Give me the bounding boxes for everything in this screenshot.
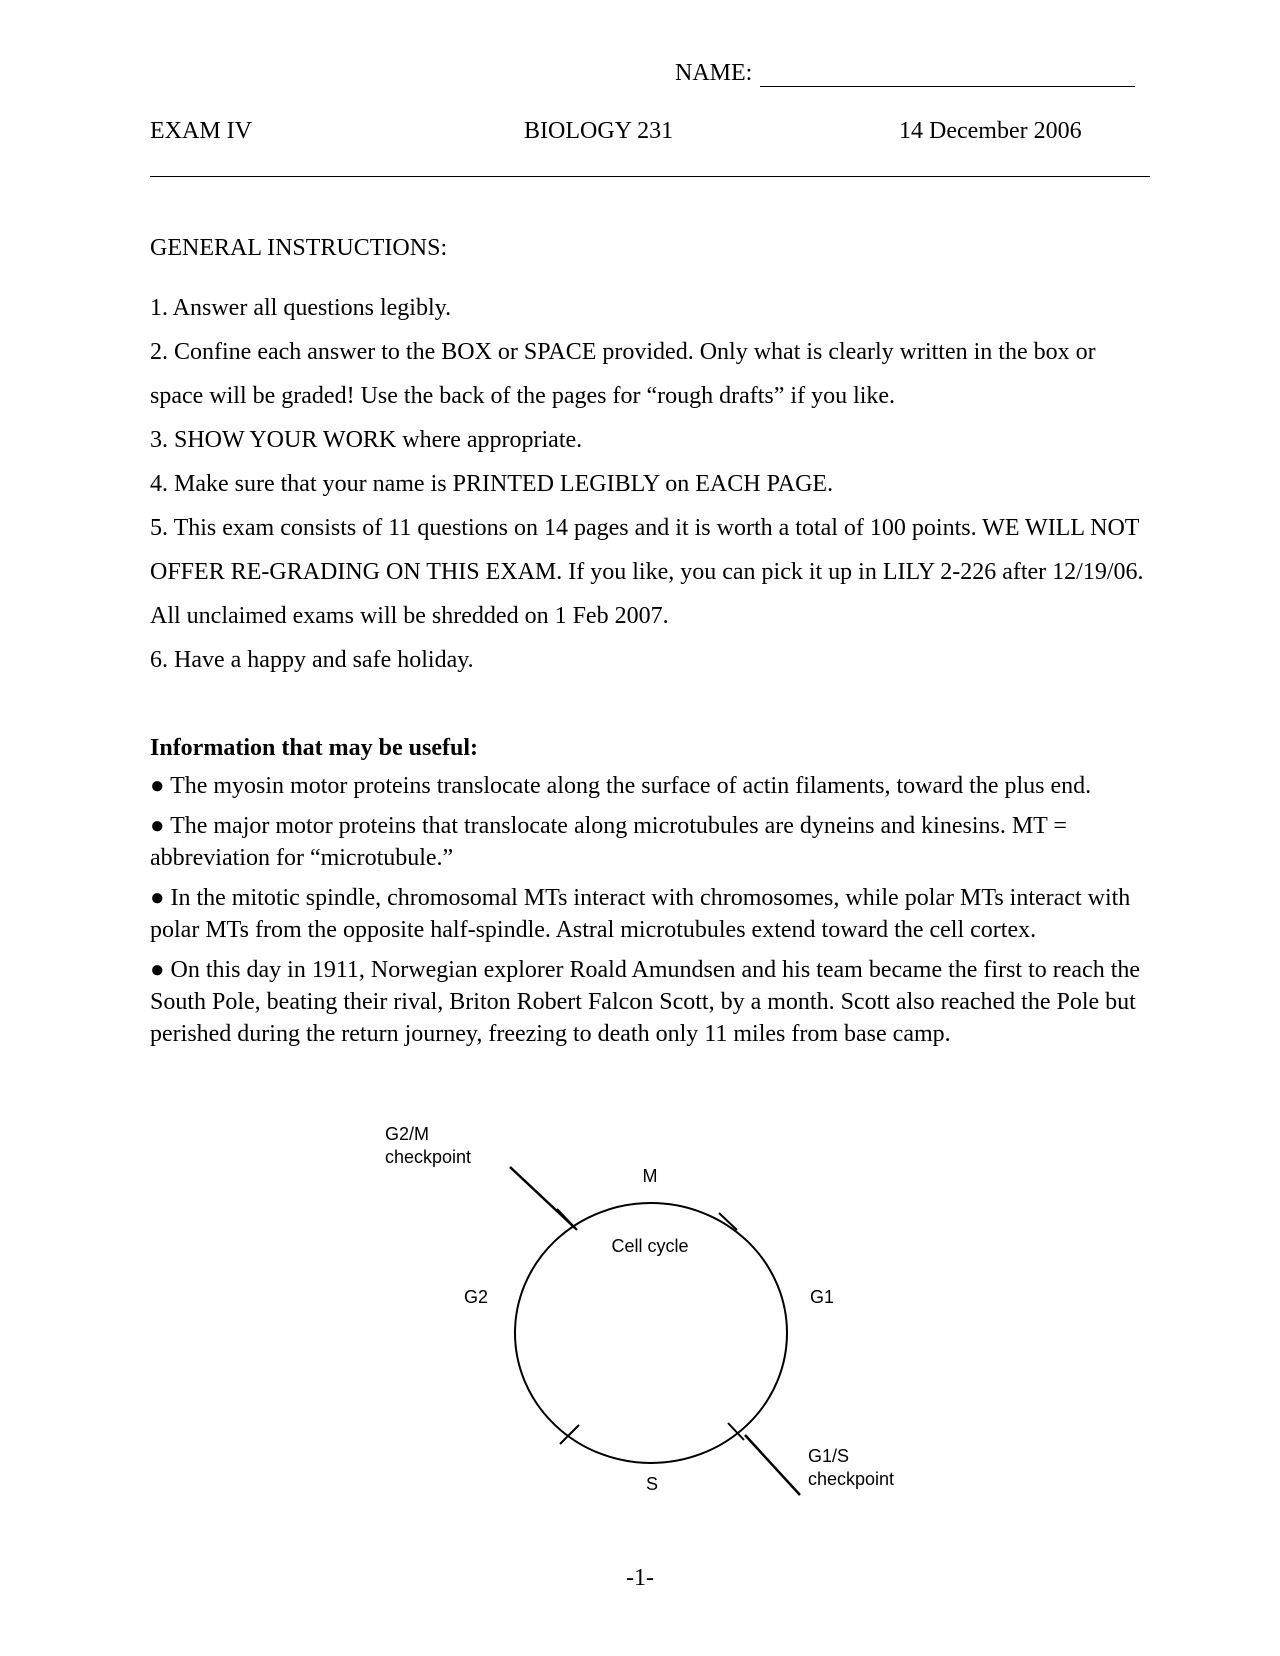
instruction-item: 6. Have a happy and safe holiday. [150,647,474,673]
phase-s-label: S [645,1474,659,1494]
g2m-checkpoint-label-line1: G2/M [385,1124,430,1144]
instruction-item: 2. Confine each answer to the BOX or SPACE provided. Only what is clearly written in the box or space will be graded! Use the back of the pages for “rough drafts” if you like. [150,339,1096,409]
name-blank-line[interactable] [760,64,1135,87]
info-bullet: ● On this day in 1911, Norwegian explorer Roald Amundsen and his team became the first to reach the South Pole, beating their rival, Briton Robert Falcon Scott, by a month. Scott also reached the Pole but perished during the return journey, freezing to death only 11 miles from base camp. [150,957,1141,1047]
name-field[interactable] [675,60,1135,87]
phase-g2-label: G2 [463,1287,489,1307]
page-number: -1- [626,1565,654,1591]
info-bullet: ● The major motor proteins that translocate along microtubules are dyneins and kinesins. MT = abbreviation for “microtubule.” [150,813,1067,871]
instruction-item: 3. SHOW YOUR WORK where appropriate. [150,427,583,453]
g1s-checkpoint-label-line2: checkpoint [808,1469,895,1489]
instruction-item: 4. Make sure that your name is PRINTED LEGIBLY on EACH PAGE. [150,471,834,497]
instruction-item: 5. This exam consists of 11 questions on 14 pages and it is worth a total of 100 points. WE WILL NOT OFFER RE-GRADING ON THIS EXAM. If you like, you can pick it up in LILY 2-226 after 12/19/06. All unclaimed exams will be shredded on 1 Feb 2007. [150,515,1144,629]
g1s-checkpoint-label-line1: G1/S [808,1446,850,1466]
instructions-list [150,286,1150,682]
phase-m-label: M [642,1166,658,1186]
instruction-item: 1. Answer all questions legibly. [150,295,452,321]
cell-cycle-diagram [0,1120,1280,1520]
name-label: NAME: [675,60,753,86]
cell-cycle-label: Cell cycle [611,1236,689,1256]
g2m-checkpoint-label-line2: checkpoint [385,1147,472,1167]
exam-title: EXAM IV [150,118,252,144]
general-instructions-title: GENERAL INSTRUCTIONS: [150,235,448,261]
info-bullets [150,770,1150,1058]
info-heading: Information that may be useful: [150,735,478,761]
course-title: BIOLOGY 231 [524,118,674,144]
g1s-checkpoint-pointer [745,1435,800,1495]
phase-g1-label: G1 [809,1287,835,1307]
header-divider [150,176,1150,177]
info-bullet: ● The myosin motor proteins translocate along the surface of actin filaments, toward the plus end. [150,773,1092,799]
exam-date: 14 December 2006 [899,118,1082,144]
info-bullet: ● In the mitotic spindle, chromosomal MTs interact with chromosomes, while polar MTs interact with polar MTs from the opposite half-spindle. Astral microtubules extend toward the cell cortex. [150,885,1131,943]
tick-mark [557,1209,577,1230]
